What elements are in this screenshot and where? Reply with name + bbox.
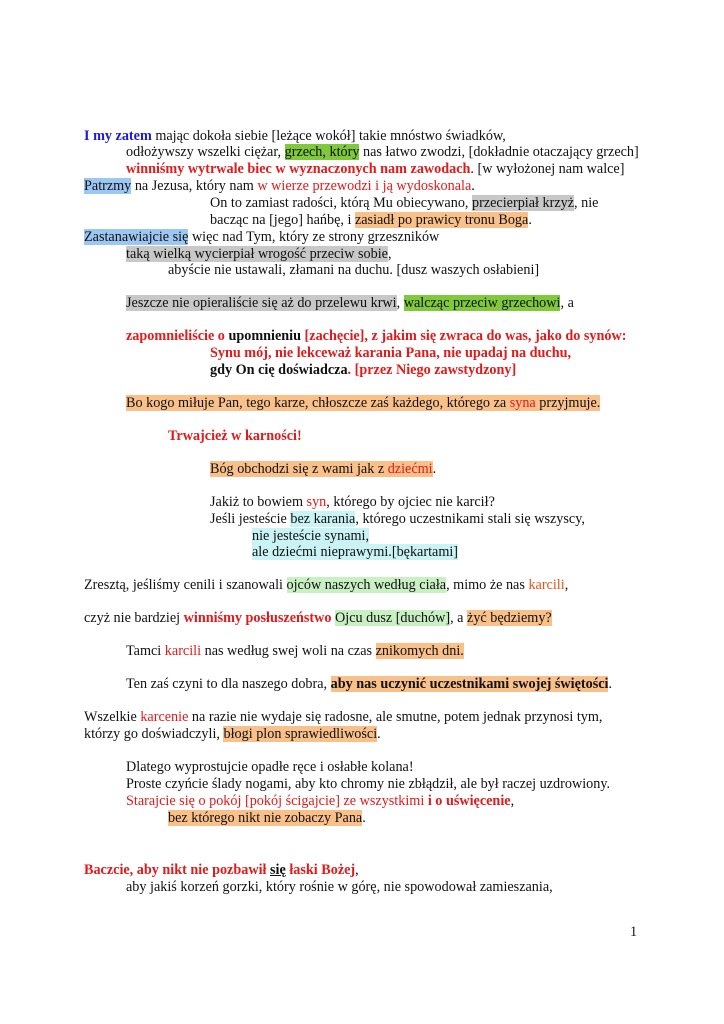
text-line [84, 862, 359, 879]
text-segment: na Jezusa, który nam [131, 178, 258, 194]
text-segment: Trwajcież w karności! [168, 428, 302, 444]
text-segment: winniśmy posłuszeństwo [183, 610, 332, 626]
text-line [210, 212, 532, 229]
text-line [126, 776, 610, 793]
text-line [168, 810, 366, 827]
text-segment: Tamci [126, 643, 165, 659]
text-segment: przyjmuje. [535, 395, 601, 411]
text-segment: , którego uczestnikami stali się wszyscy, [355, 511, 585, 527]
text-segment: na razie nie wydaje się radosne, ale smutne, potem jednak przynosi tym, [188, 709, 603, 725]
text-segment: bez którego nikt nie zobaczy Pana [168, 810, 363, 826]
text-segment: Baczcie, aby nikt nie pozbawił [84, 862, 271, 878]
text-line [210, 461, 436, 478]
text-segment: Ten zaś czyni to dla naszego dobra, [126, 676, 331, 692]
text-segment: karcenie [140, 709, 189, 725]
text-segment: I my zatem [84, 128, 152, 144]
text-segment: , a [450, 610, 468, 626]
text-segment: , którego by ojciec nie karcił? [326, 494, 495, 510]
text-segment: nas łatwo zwodzi, [dokładnie otaczający grzech] [359, 144, 639, 160]
text-segment: . [377, 726, 381, 742]
text-line [210, 362, 516, 379]
text-segment: , nie [574, 195, 599, 211]
text-segment: w wierze przewodzi i ją wydoskonala [257, 178, 472, 194]
text-segment: Proste czyńcie ślady nogami, aby kto chromy nie zbłądził, ale był raczej uzdrowiony. [126, 776, 611, 792]
text-line [126, 793, 514, 810]
text-segment: Wszelkie [84, 709, 141, 725]
text-segment: Ojcu dusz [duchów] [335, 610, 451, 626]
text-line [168, 428, 302, 445]
text-segment: którzy go doświadczyli, [84, 726, 224, 742]
text-segment: . [432, 461, 437, 477]
text-segment: syn [306, 494, 327, 510]
text-line [126, 879, 553, 896]
text-segment: taką wielką wycierpiał wrogość przeciw sobie [126, 246, 388, 262]
text-segment: . [528, 212, 532, 228]
text-segment: Starajcie się o pokój [pokój ścigajcie] [126, 793, 340, 809]
text-segment: Synu mój, nie lekceważ karania Pana, nie upadaj na duchu, [210, 345, 572, 361]
text-line [84, 178, 475, 195]
text-line [210, 511, 585, 528]
text-segment: , [510, 793, 515, 809]
text-line [126, 395, 600, 412]
text-segment: Zastanawiajcie się [84, 229, 189, 245]
text-segment: . [471, 178, 475, 194]
text-segment: On to zamiast radości, którą Mu obiecywano, [210, 195, 473, 211]
text-line [126, 246, 392, 263]
text-segment: winniśmy wytrwale biec w wyznaczonych nam zawodach [126, 161, 471, 177]
text-segment: Bo kogo miłuje Pan, tego karze, chłoszcze zaś każdego, którego za [126, 395, 510, 411]
text-segment: Jeszcze nie opieraliście się aż do przelewu krwi [126, 295, 397, 311]
text-segment: aby jakiś korzeń gorzki, który rośnie w górę, nie spowodował zamieszania, [126, 879, 553, 895]
text-segment: , [387, 246, 392, 262]
text-line [84, 577, 568, 594]
text-segment: walcząc przeciw grzechowi [403, 295, 561, 311]
text-segment: karcili [528, 577, 565, 593]
text-line [84, 610, 552, 627]
text-segment: Zresztą, jeśliśmy cenili i szanowali [84, 577, 287, 593]
text-segment: Patrzmy [84, 178, 132, 194]
text-segment: gdy On cię doświadcza [210, 362, 348, 378]
text-segment: Jeśli jesteście [210, 511, 291, 527]
text-segment: , [355, 862, 359, 878]
text-segment: się [270, 862, 286, 878]
text-segment: grzech, który [284, 144, 360, 160]
page-number: 1 [630, 924, 638, 940]
text-segment: zapomnieliście o [126, 328, 229, 344]
text-segment: Jakiż to bowiem [210, 494, 307, 510]
text-segment: upomnieniu [228, 328, 301, 344]
text-line [84, 726, 381, 743]
text-line [126, 759, 414, 776]
text-segment: bez karania [290, 511, 356, 527]
text-segment: odłożywszy wszelki ciężar, [126, 144, 285, 160]
text-segment: czyż nie bardziej [84, 610, 184, 626]
text-segment: , mimo że nas [446, 577, 529, 593]
text-line [168, 262, 539, 279]
text-segment: przecierpiał krzyż [472, 195, 575, 211]
text-segment: syna [509, 395, 536, 411]
text-segment: . [przez Niego zawstydzony] [347, 362, 517, 378]
text-segment: żyć będziemy? [467, 610, 552, 626]
text-segment: dziećmi [387, 461, 433, 477]
text-segment: ojców naszych według ciała [286, 577, 447, 593]
text-segment: . [608, 676, 613, 692]
text-line [210, 345, 571, 362]
text-line [126, 295, 574, 312]
text-segment: . [362, 810, 366, 826]
text-line [126, 676, 612, 693]
text-segment: aby nas uczynić uczestnikami swojej świętości [330, 676, 609, 692]
text-segment: , [564, 577, 569, 593]
text-segment: łaski Bożej [285, 862, 356, 878]
text-segment: błogi plon sprawiedliwości [223, 726, 378, 742]
text-segment: karcili [164, 643, 202, 659]
text-segment: znikomych dni. [375, 643, 464, 659]
text-segment: Dlatego wyprostujcie opadłe ręce i osłabłe kolana! [126, 759, 414, 775]
text-segment: zasiadł po prawicy tronu Boga [354, 212, 529, 228]
text-segment: więc nad Tym, który ze strony grzeszników [188, 229, 440, 245]
text-segment: abyście nie ustawali, złamani na duchu. [dusz waszych osłabieni] [168, 262, 540, 278]
text-segment: [zachęcie], z jakim się zwraca do was, jako do synów: [301, 328, 627, 344]
text-line [252, 528, 369, 545]
text-line [210, 195, 598, 212]
text-segment: ale dziećmi nieprawymi.[bękartami] [252, 544, 459, 560]
text-segment: . [w wyłożonej nam walce] [470, 161, 625, 177]
text-line [84, 709, 602, 726]
text-segment: , [396, 295, 404, 311]
text-segment: nas według swej woli na czas [201, 643, 376, 659]
text-segment: mając dokoła siebie [leżące wokół] takie mnóstwo świadków, [151, 128, 506, 144]
text-segment: bacząc na [jego] hańbę, i [210, 212, 355, 228]
text-segment: i o uświęcenie [427, 793, 511, 809]
text-line [252, 544, 458, 561]
text-segment: ze wszystkimi [343, 793, 425, 809]
text-segment: nie jesteście synami, [252, 528, 370, 544]
text-line [210, 494, 495, 511]
text-line [126, 161, 624, 178]
text-line [126, 144, 639, 161]
text-line [126, 643, 464, 660]
text-line [126, 328, 626, 345]
text-segment: , a [560, 295, 574, 311]
text-segment: Bóg obchodzi się z wami jak z [210, 461, 388, 477]
text-line [84, 128, 506, 145]
text-line [84, 229, 439, 246]
